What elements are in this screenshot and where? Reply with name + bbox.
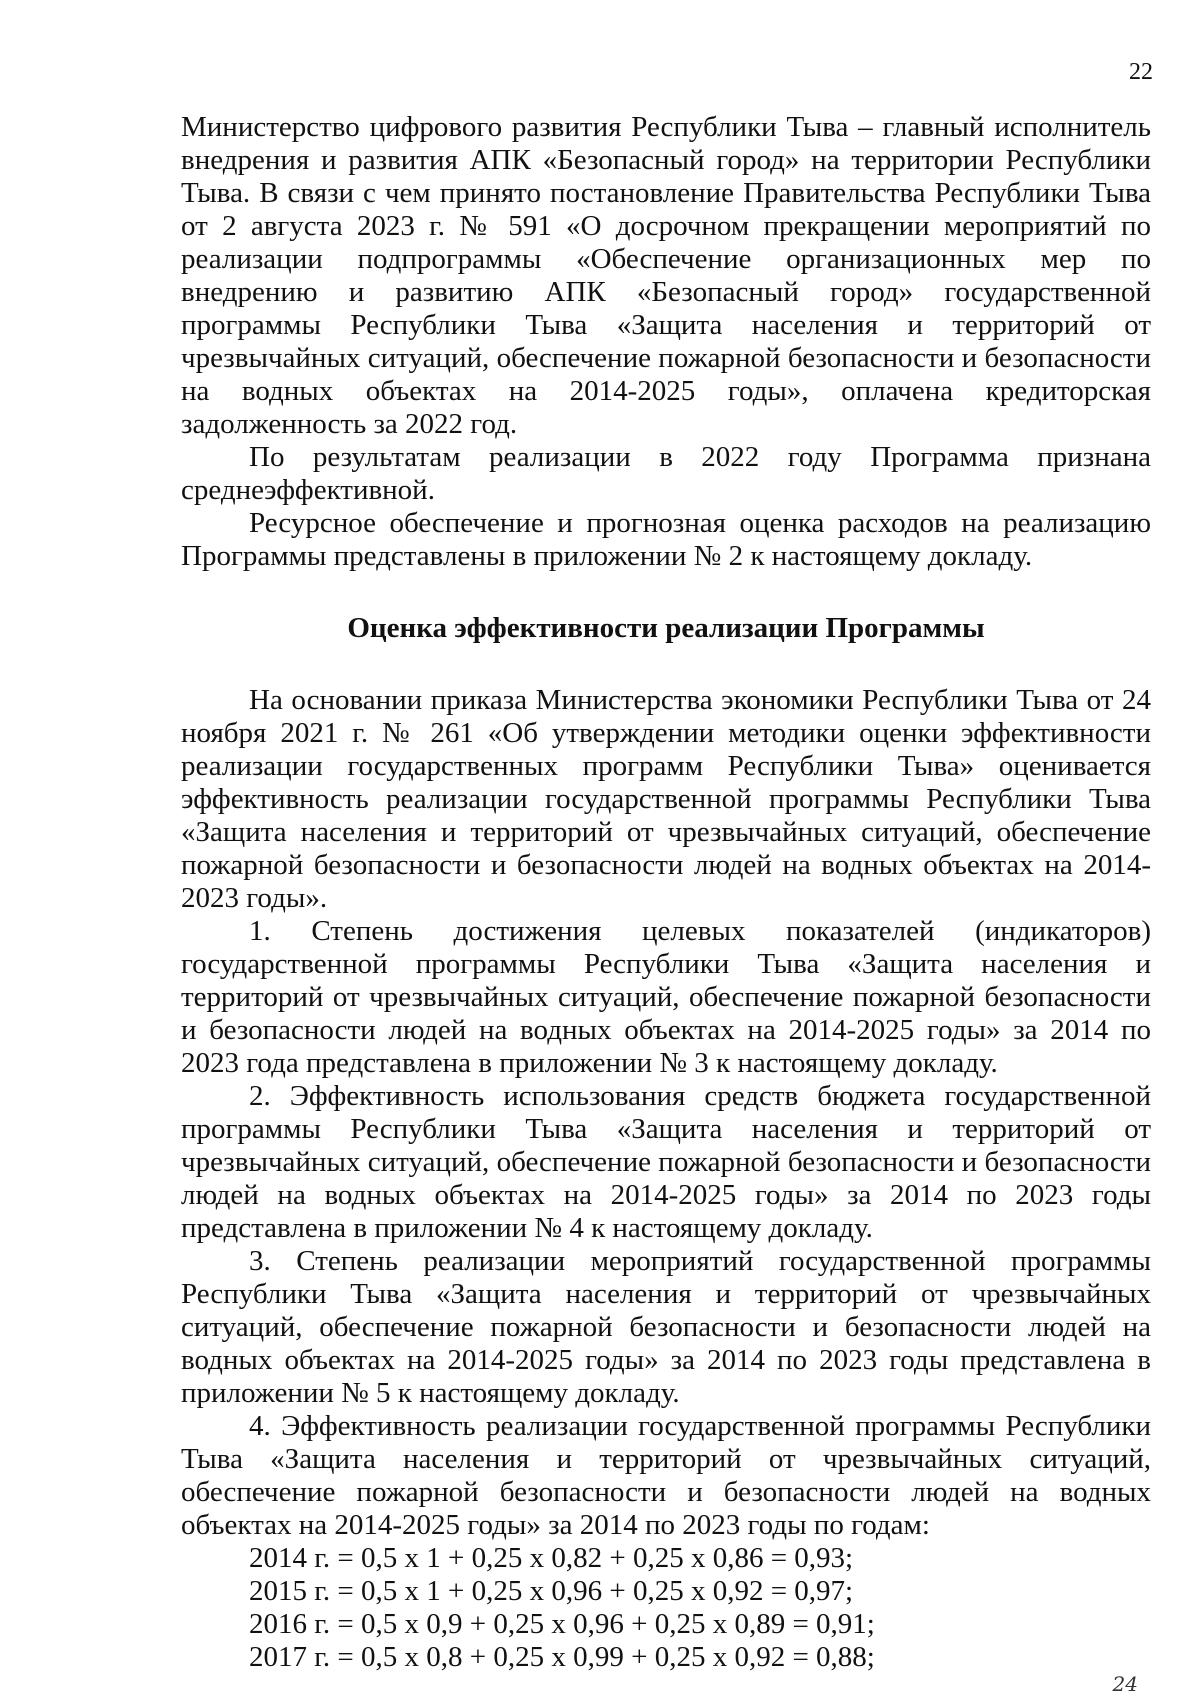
paragraph-order-basis: На основании приказа Министерства экономики Республики Тыва от 24 ноября 2021 г. № 261 «Об утверждении методики оценки эффективности реализации государственных программ Республики Тыва» оценивается эффективность реализации государственной программы Республики Тыва «Защита населения и территорий от чрезвычайных ситуаций, обеспечение пожарной безопасности и безопасности людей на водных объектах на 2014-2023 годы». (181, 684, 1151, 914)
paragraph-ministry-executor: Министерство цифрового развития Республики Тыва – главный исполнитель внедрения и развития АПК «Безопасный город» на территории Республики Тыва. В связи с чем принято постановление Правительства Республики Тыва от 2 августа 2023 г. № 591 «О досрочном прекращении мероприятий по реализации подпрограммы «Обеспечение организационных мер по внедрению и развитию АПК «Безопасный город» государственной программы Республики Тыва «Защита населения и территорий от чрезвычайных ситуаций, обеспечение пожарной безопасности и безопасности на водных объектах на 2014-2025 годы», оплачена кредиторская задолженность за 2022 год. (181, 111, 1151, 440)
page-number: 22 (1129, 59, 1153, 85)
paragraph-resource-provision: Ресурсное обеспечение и прогнозная оценка расходов на реализацию Программы представлены в приложении № 2 к настоящему докладу. (181, 507, 1151, 572)
formula-2014: 2014 г. = 0,5 х 1 + 0,25 х 0,82 + 0,25 х 0,86 = 0,93; (249, 1542, 854, 1574)
paragraph-program-results: По результатам реализации в 2022 году Программа признана среднеэффективной. (181, 441, 1151, 506)
paragraph-item-4: 4. Эффективность реализации государственной программы Республики Тыва «Защита населения и территорий от чрезвычайных ситуаций, обеспечение пожарной безопасности и безопасности людей на водных объектах на 2014-2025 годы» за 2014 по 2023 годы по годам: (181, 1410, 1151, 1541)
paragraph-item-2: 2. Эффективность использования средств бюджета государственной программы Республики Тыва «Защита населения и территорий от чрезвычайных ситуаций, обеспечение пожарной безопасности и безопасности людей на водных объектах на 2014-2025 годы» за 2014 по 2023 годы представлена в приложении № 4 к настоящему докладу. (181, 1080, 1151, 1244)
section-heading: Оценка эффективности реализации Программы (347, 612, 985, 644)
paragraph-item-1: 1. Степень достижения целевых показателей (индикаторов) государственной программы Республики Тыва «Защита населения и территорий от чрезвычайных ситуаций, обеспечение пожарной безопасности и безопасности людей на водных объектах на 2014-2025 годы» за 2014 по 2023 года представлена в приложении № 3 к настоящему докладу. (181, 915, 1151, 1079)
formula-2015: 2015 г. = 0,5 х 1 + 0,25 х 0,96 + 0,25 х 0,92 = 0,97; (249, 1575, 854, 1607)
formula-list (181, 1542, 1151, 1674)
formula-2017: 2017 г. = 0,5 х 0,8 + 0,25 х 0,99 + 0,25 х 0,92 = 0,88; (249, 1641, 875, 1673)
formula-2016: 2016 г. = 0,5 х 0,9 + 0,25 х 0,96 + 0,25 х 0,89 = 0,91; (249, 1608, 875, 1640)
paragraph-item-3: 3. Степень реализации мероприятий государственной программы Республики Тыва «Защита населения и территорий от чрезвычайных ситуаций, обеспечение пожарной безопасности и безопасности людей на водных объектах на 2014-2025 годы» за 2014 по 2023 годы представлена в приложении № 5 к настоящему докладу. (181, 1245, 1151, 1409)
handwritten-page-mark: 24 (1112, 1672, 1138, 1696)
document-body (181, 111, 1151, 1674)
